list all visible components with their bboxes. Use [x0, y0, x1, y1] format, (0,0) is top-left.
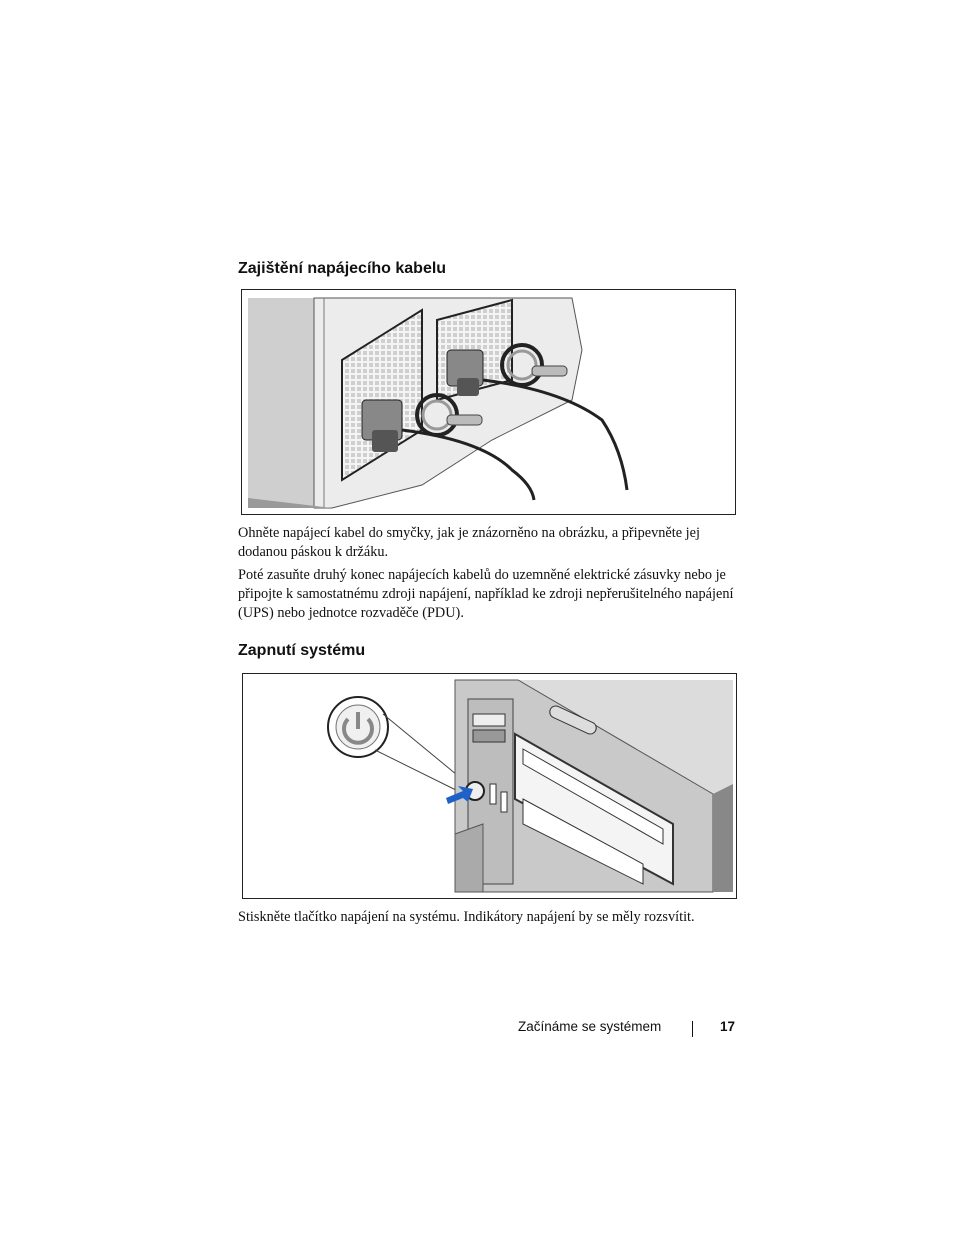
paragraph-press-power: Stiskněte tlačítko napájení na systému. Indikátory napájení by se měly rozsvítit.	[238, 909, 695, 925]
power-button-icon	[243, 674, 736, 898]
power-cable-retention-illustration	[241, 289, 736, 515]
power-cable-icon	[242, 290, 735, 514]
paragraph-loop-cable: Ohněte napájecí kabel do smyčky, jak je znázorněno na obrázku, a připevněte jej dodanou páskou k držáku.	[238, 525, 700, 560]
section-heading-power-on: Zapnutí systému	[238, 642, 366, 659]
footer-title: Začínáme se systémem	[518, 1019, 662, 1034]
section-heading-cable: Zajištění napájecího kabelu	[238, 260, 447, 277]
paragraph-connect-outlet: Poté zasuňte druhý konec napájecích kabelů do uzemněné elektrické zásuvky nebo je připojte k samostatnému zdroji napájení, například ke zdroji nepřerušitelného napájení (UPS) nebo jednotce rozvaděče (PDU).	[238, 567, 734, 621]
page-number: 17	[720, 1019, 736, 1034]
footer-separator	[692, 1021, 693, 1037]
power-button-illustration	[242, 673, 737, 899]
